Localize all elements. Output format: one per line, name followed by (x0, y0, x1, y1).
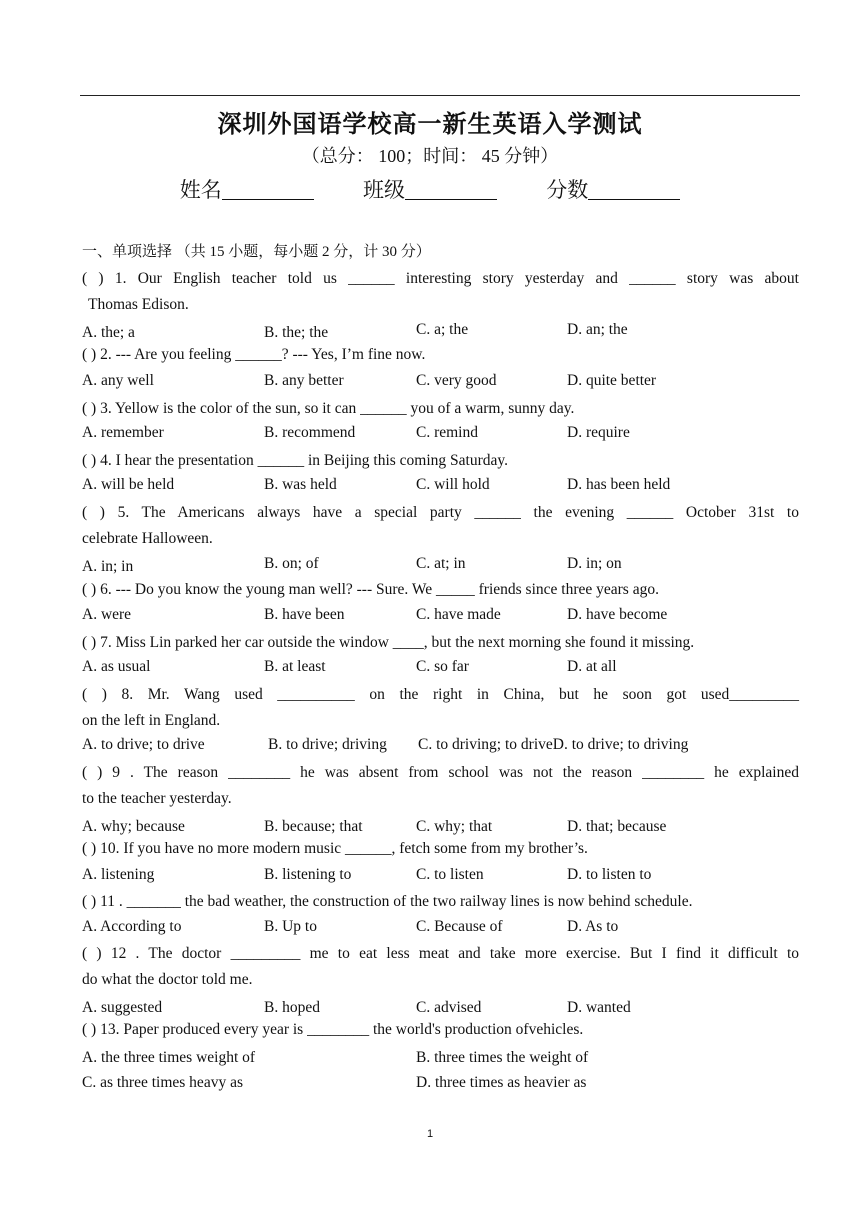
option-a[interactable]: A. the three times weight of (82, 1049, 256, 1066)
name-label: 姓名 (179, 178, 222, 202)
option-d[interactable]: D. wanted (567, 999, 631, 1016)
option-a[interactable]: A. any well (82, 372, 154, 389)
option-b[interactable]: B. Up to (264, 918, 317, 935)
student-info (0, 174, 860, 204)
question-text: ( ) 7. Miss Lin parked her car outside the window ____, but the next morning she found it missing. (82, 634, 695, 651)
option-c[interactable]: C. Because of (416, 918, 503, 935)
question-text: ( ) 10. If you have no more modern music ______, fetch some from my brother’s. (82, 840, 588, 857)
option-a[interactable]: A. listening (82, 866, 155, 883)
option-c[interactable]: C. at; in (416, 555, 466, 572)
question-1 (82, 266, 799, 318)
option-a[interactable]: A. suggested (82, 999, 163, 1016)
question-3 (82, 396, 799, 422)
question-text-cont: celebrate Halloween. (82, 530, 213, 547)
option-d[interactable]: D. quite better (567, 372, 657, 389)
score-blank[interactable] (588, 179, 680, 200)
options-7 (82, 658, 802, 680)
option-d[interactable]: D. to listen to (567, 866, 652, 883)
class-field[interactable] (363, 174, 497, 204)
option-a[interactable]: A. remember (82, 424, 164, 441)
class-blank[interactable] (405, 179, 497, 200)
option-b[interactable]: B. three times the weight of (416, 1049, 589, 1066)
score-field[interactable] (546, 174, 680, 204)
option-d[interactable]: D. that; because (567, 818, 667, 835)
option-b[interactable]: B. to drive; driving (268, 736, 387, 753)
question-text-cont: do what the doctor told me. (82, 971, 253, 988)
page-subtitle: （总分： 100；时间： 45 分钟） (301, 146, 559, 166)
option-b[interactable]: B. was held (264, 476, 337, 493)
page-title: 深圳外国语学校高一新生英语入学测试 (217, 110, 643, 138)
option-c[interactable]: C. why; that (416, 818, 493, 835)
option-c[interactable]: C. to driving; to driveD. to drive; to driving (418, 736, 689, 753)
question-text: ( ) 11 . _______ the bad weather, the construction of the two railway lines is now behind schedule. (82, 893, 693, 910)
option-b[interactable]: B. at least (264, 658, 326, 675)
option-c[interactable]: C. advised (416, 999, 482, 1016)
option-d[interactable]: D. require (567, 424, 630, 441)
option-b[interactable]: B. have been (264, 606, 345, 623)
options-8 (82, 736, 802, 758)
option-b[interactable]: B. the; the (264, 324, 329, 341)
options-11 (82, 918, 802, 940)
option-b[interactable]: B. recommend (264, 424, 356, 441)
question-text: ( ) 1. Our English teacher told us ______ interesting story yesterday and ______ story was about (82, 270, 799, 287)
question-8 (82, 682, 799, 734)
name-field[interactable] (180, 174, 314, 204)
option-b[interactable]: B. listening to (264, 866, 352, 883)
question-text: ( ) 9 . The reason ________ he was absent from school was not the reason ________ he explained (82, 764, 799, 781)
options-13-row2 (82, 1074, 802, 1096)
option-b[interactable]: B. on; of (264, 555, 319, 572)
header-rule (80, 95, 800, 96)
option-b[interactable]: B. hoped (264, 999, 320, 1016)
options-6 (82, 606, 802, 628)
question-text: ( ) 12 . The doctor _________ me to eat less meat and take more exercise. But I find it difficult to (82, 945, 799, 962)
section-title: 一、单项选择 （共 15 小题，每小题 2 分，计 30 分） (82, 244, 431, 260)
option-a[interactable]: A. in; in (82, 558, 134, 575)
options-2 (82, 372, 802, 394)
question-text-cont: to the teacher yesterday. (82, 790, 232, 807)
question-text: ( ) 5. The Americans always have a special party ______ the evening ______ October 31st to (82, 504, 799, 521)
option-c[interactable]: C. will hold (416, 476, 490, 493)
options-4 (82, 476, 802, 498)
question-text: ( ) 2. --- Are you feeling ______? --- Yes, I’m fine now. (82, 346, 426, 363)
option-c[interactable]: C. have made (416, 606, 501, 623)
name-blank[interactable] (222, 179, 314, 200)
option-c[interactable]: C. very good (416, 372, 497, 389)
option-a[interactable]: A. to drive; to drive (82, 736, 205, 753)
question-6 (82, 577, 799, 603)
question-text: ( ) 4. I hear the presentation ______ in Beijing this coming Saturday. (82, 452, 509, 469)
option-d[interactable]: D. As to (567, 918, 619, 935)
option-b[interactable]: B. any better (264, 372, 344, 389)
question-2 (82, 342, 799, 368)
option-c[interactable]: C. a; the (416, 321, 469, 338)
option-d[interactable]: D. three times as heavier as (416, 1074, 587, 1091)
question-text: ( ) 13. Paper produced every year is ________ the world's production ofvehicles. (82, 1021, 584, 1038)
question-13 (82, 1017, 799, 1043)
option-c[interactable]: C. so far (416, 658, 469, 675)
page-number: 1 (426, 1128, 434, 1140)
question-7 (82, 630, 799, 656)
option-d[interactable]: D. has been held (567, 476, 671, 493)
question-12 (82, 941, 799, 993)
question-5 (82, 500, 799, 552)
question-text: ( ) 8. Mr. Wang used __________ on the right in China, but he soon got used_________ (82, 686, 799, 703)
options-13-row1 (82, 1049, 802, 1071)
option-d[interactable]: D. in; on (567, 555, 622, 572)
class-label: 班级 (363, 178, 405, 202)
question-text-cont: on the left in England. (82, 712, 221, 729)
score-label: 分数 (546, 178, 589, 202)
option-c[interactable]: C. to listen (416, 866, 484, 883)
option-a[interactable]: A. According to (82, 918, 182, 935)
option-a[interactable]: A. will be held (82, 476, 175, 493)
option-c[interactable]: C. remind (416, 424, 478, 441)
option-b[interactable]: B. because; that (264, 818, 363, 835)
question-text: ( ) 6. --- Do you know the young man well? --- Sure. We _____ friends since three years ago. (82, 581, 659, 598)
options-10 (82, 866, 802, 888)
option-d[interactable]: D. at all (567, 658, 617, 675)
option-c[interactable]: C. as three times heavy as (82, 1074, 243, 1091)
question-11 (82, 889, 799, 915)
options-3 (82, 424, 802, 446)
option-a[interactable]: A. the; a (82, 324, 135, 341)
option-d[interactable]: D. have become (567, 606, 668, 623)
question-text-cont: Thomas Edison. (88, 296, 189, 313)
question-9 (82, 760, 799, 812)
option-d[interactable]: D. an; the (567, 321, 628, 338)
option-a[interactable]: A. were (82, 606, 132, 623)
question-4 (82, 448, 799, 474)
question-text: ( ) 3. Yellow is the color of the sun, so it can ______ you of a warm, sunny day. (82, 400, 575, 417)
option-a[interactable]: A. why; because (82, 818, 185, 835)
question-10 (82, 836, 799, 862)
option-a[interactable]: A. as usual (82, 658, 151, 675)
